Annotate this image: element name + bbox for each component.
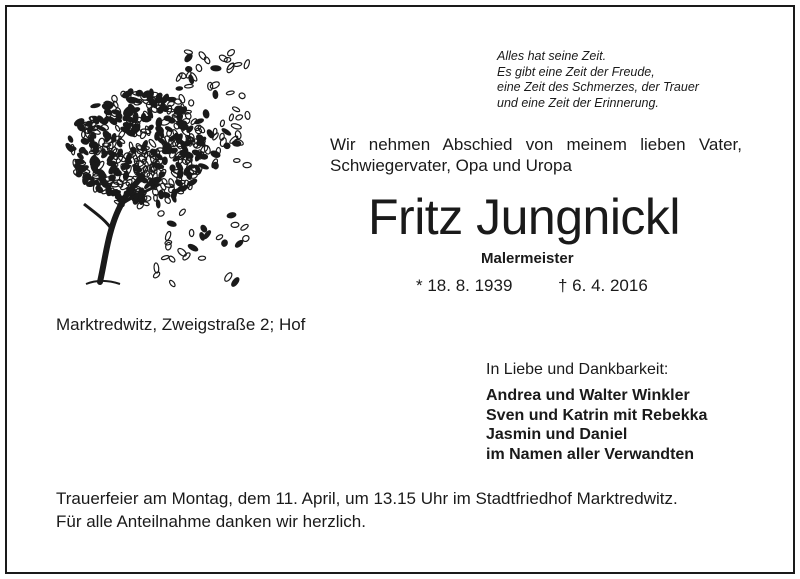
quote-line: und eine Zeit der Erinnerung.: [497, 95, 659, 110]
thanks-label: In Liebe und Dankbarkeit:: [486, 361, 669, 378]
mourner-entry: im Namen aller Verwandten: [486, 445, 695, 463]
quote-line: eine Zeit des Schmerzes, der Trauer: [497, 80, 699, 94]
intro-line: Schwiegervater, Opa und Uropa: [330, 156, 572, 175]
funeral-line: Trauerfeier am Montag, dem 11. April, um 13.15 Uhr im Stadtfriedhof Marktredwitz.: [56, 489, 678, 508]
mourner-entry: Sven und Katrin mit Rebekka: [486, 406, 708, 424]
deceased-name: Fritz Jungnickl: [368, 189, 681, 245]
quote-line: Es gibt eine Zeit der Freude,: [497, 64, 655, 79]
mourners-list: [486, 386, 707, 464]
funeral-notice: [56, 487, 678, 533]
deceased-profession: Malermeister: [481, 250, 574, 267]
address-line: Marktredwitz, Zweigstraße 2; Hof: [56, 315, 306, 334]
windblown-tree-icon: [56, 44, 252, 290]
birth-date: * 18. 8. 1939: [416, 276, 513, 295]
intro-line: Wir nehmen Abschied von meinem lieben Vater,: [330, 135, 742, 154]
quote-block: [497, 49, 699, 111]
death-date: † 6. 4. 2016: [558, 276, 648, 295]
intro-text: [330, 134, 742, 176]
funeral-line: Für alle Anteilnahme danken wir herzlich.: [56, 512, 366, 531]
mourner-entry: Andrea und Walter Winkler: [486, 387, 690, 404]
quote-line: Alles hat seine Zeit.: [497, 49, 607, 63]
mourner-entry: Jasmin und Daniel: [486, 426, 628, 443]
